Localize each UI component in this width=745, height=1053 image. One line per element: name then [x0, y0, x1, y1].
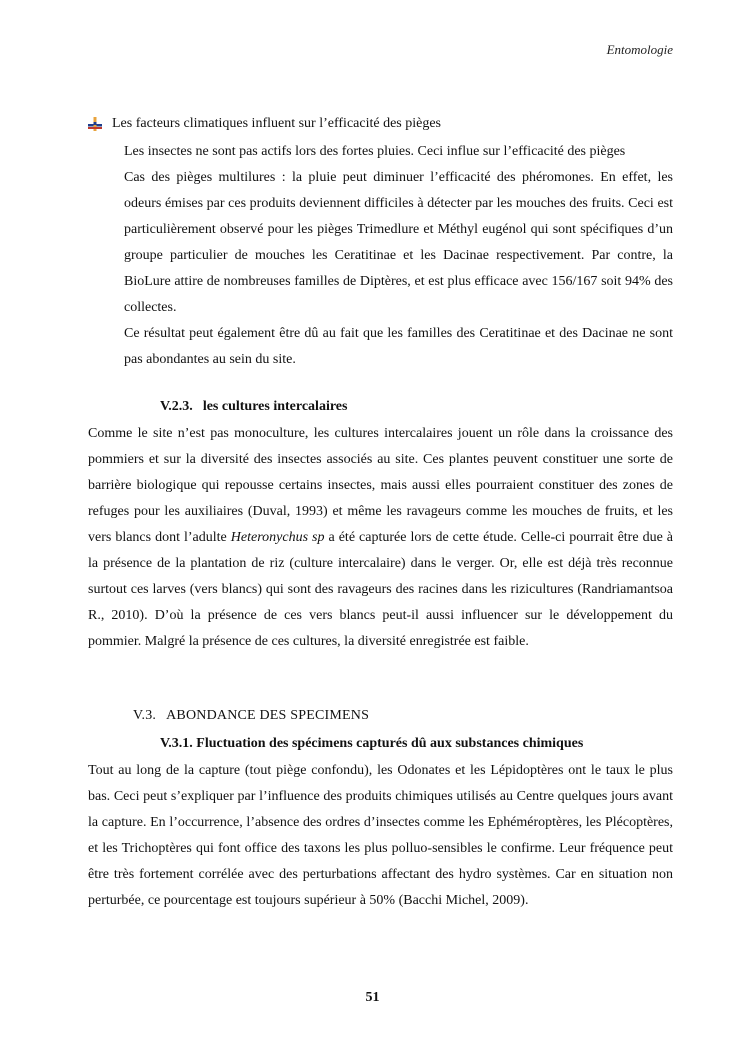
paragraph: Les insectes ne sont pas actifs lors des fortes pluies. Ceci influe sur l’efficacité des pièges: [124, 144, 626, 159]
section-title: ABONDANCE DES SPECIMENS: [166, 708, 370, 723]
intercropping-paragraph: [88, 421, 673, 655]
section-heading-v3: [133, 708, 369, 724]
specimen-fluctuation-paragraph: [88, 758, 673, 914]
running-header: Entomologie: [606, 42, 673, 57]
section-number: V.2.3.: [160, 399, 193, 414]
climate-factors-block: [124, 139, 673, 373]
page-number: 51: [365, 990, 380, 1005]
text-run: a été capturée lors de cette étude. Celle-ci pourrait être due à la présence de la plantation de riz (culture intercalaire) dans le verger. Or, elle est déjà très reconnue surtout ces larves (vers blancs) qui sont des ravageurs des racines dans les rizicultures (Randriamantsoa R., 2010). D’où la présence de ces vers blancs peut-il aussi influencer sur le développement du pommier. Malgré la présence de ces cultures, la diversité enregistrée est faible.: [88, 530, 673, 649]
paragraph: Cas des pièges multilures : la pluie peut diminuer l’efficacité des phéromones. En effet, les odeurs émises par ces produits deviennent difficiles à détecter par les mouches des fruits. Ceci est particulièrement observé pour les pièges Trimedlure et Méthyl eugénol qui sont spécifiques d’un groupe particulier de mouches les Ceratitinae et les Dacinae respectivement. Par contre, la BioLure attire de nombreuses familles de Diptères, et est plus efficace avec 156/167 soit 94% des collectes.: [124, 170, 673, 315]
arrow-bullet-icon: [88, 117, 102, 131]
paragraph: Tout au long de la capture (tout piège confondu), les Odonates et les Lépidoptères ont le taux le plus bas. Ceci peut s’expliquer par l’influence des produits chimiques utilisés au Centre quelques jours avant la capture. En l’occurrence, l’absence des ordres d’insectes comme les Ephéméroptères, les Plécoptères, et les Trichoptères qui font office des taxons les plus polluo-sensibles le confirme. Leur fréquence peut être très fortement corrélée avec des perturbations affectant des hydro systèmes. Car en situation non perturbée, ce pourcentage est toujours supérieur à 50% (Bacchi Michel, 2009).: [88, 763, 673, 908]
species-name: Heteronychus sp: [230, 530, 325, 545]
section-heading-v31: V.3.1. Fluctuation des spécimens capturés dû aux substances chimiques: [160, 736, 584, 751]
section-number: V.3.: [133, 708, 157, 723]
paragraph: Ce résultat peut également être dû au fait que les familles des Ceratitinae et des Dacinae ne sont pas abondantes au sein du site.: [124, 326, 673, 367]
paragraph: [88, 421, 673, 655]
section-heading-v23: [160, 399, 347, 415]
bullet-heading-text: Les facteurs climatiques influent sur l’efficacité des pièges: [112, 116, 441, 131]
text-run: Comme le site n’est pas monoculture, les cultures intercalaires jouent un rôle dans la croissance des pommiers et sur la diversité des insectes associés au site. Ces plantes peuvent constituer une sorte de barrière biologique qui repousse certains insectes, mais aussi elles pourraient constituer des zones de refuges pour les auxiliaires (Duval, 1993) et même les ravageurs comme les mouches de fruits, et les vers blancs dont l’adulte: [88, 426, 673, 545]
bullet-heading: [88, 116, 441, 132]
section-title: les cultures intercalaires: [202, 399, 348, 414]
